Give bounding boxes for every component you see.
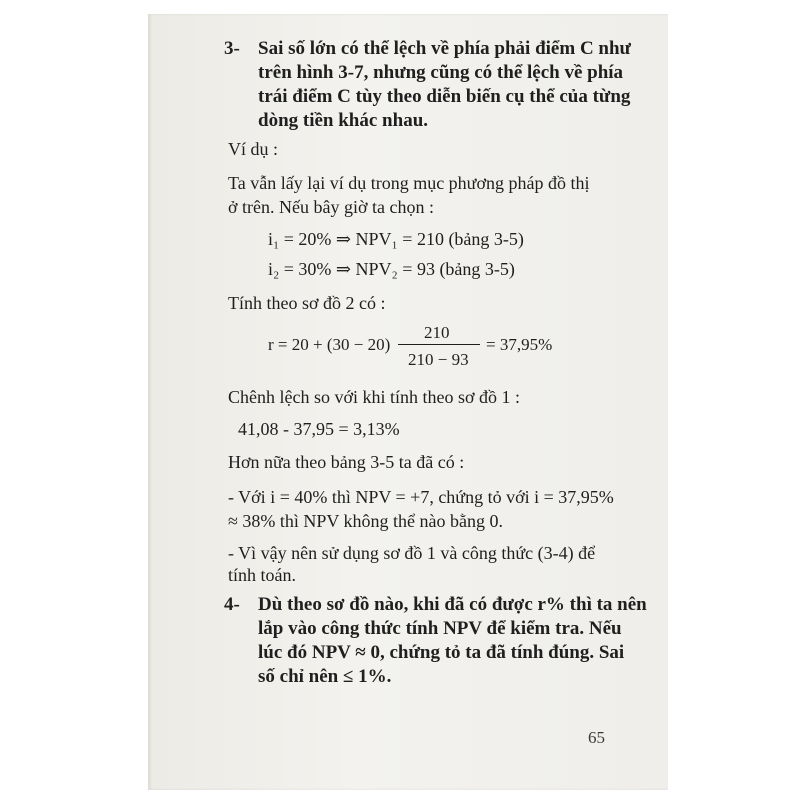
- formula-denominator: 210 − 93: [408, 350, 469, 369]
- calc-intro: Tính theo sơ đồ 2 có :: [228, 293, 386, 313]
- example-heading: Ví dụ :: [228, 139, 279, 159]
- item-4-line-4: số chỉ nên ≤ 1%.: [258, 666, 392, 687]
- equation-1: i₁ = 20% ⇒ NPV₁ = 210 (bảng 3-5): [268, 229, 524, 249]
- item-4-number: 4-: [224, 594, 240, 615]
- more-intro: Hơn nữa theo bảng 3-5 ta đã có :: [228, 452, 465, 472]
- bullet-1-line-2: ≈ 38% thì NPV không thể nào bằng 0.: [228, 511, 504, 531]
- example-intro-line-1: Ta vẫn lấy lại ví dụ trong mục phương pháp đồ thị: [228, 173, 590, 193]
- formula-left: r = 20 + (30 − 20): [268, 335, 391, 354]
- fraction-bar: [398, 344, 480, 345]
- equation-2: i₂ = 30% ⇒ NPV₂ = 93 (bảng 3-5): [268, 259, 515, 279]
- example-intro-line-2: ở trên. Nếu bây giờ ta chọn :: [228, 197, 434, 217]
- bullet-1-line-1: - Với i = 40% thì NPV = +7, chứng tỏ với i = 37,95%: [228, 487, 614, 507]
- formula-result: = 37,95%: [486, 335, 553, 354]
- diff-intro: Chênh lệch so với khi tính theo sơ đồ 1 :: [228, 387, 521, 407]
- item-4-line-3: lúc đó NPV ≈ 0, chứng tỏ ta đã tính đúng. Sai: [258, 642, 625, 663]
- item-3-number: 3-: [224, 38, 240, 59]
- bullet-2-line-1: - Vì vậy nên sử dụng sơ đồ 1 và công thức (3-4) để: [228, 543, 596, 563]
- item-3-line-1: Sai số lớn có thể lệch về phía phải điểm C như: [258, 38, 631, 59]
- item-3-line-2: trên hình 3-7, nhưng cũng có thể lệch về phía: [258, 62, 624, 83]
- item-3-line-3: trái điểm C tùy theo diễn biến cụ thể của từng: [258, 86, 631, 107]
- page-number: 65: [588, 728, 605, 747]
- item-4-line-2: lắp vào công thức tính NPV để kiểm tra. Nếu: [258, 618, 622, 639]
- item-3-line-4: dòng tiền khác nhau.: [258, 110, 429, 131]
- item-4-line-1: Dù theo sơ đồ nào, khi đã có được r% thì ta nên: [258, 594, 647, 615]
- formula-numerator: 210: [424, 323, 450, 342]
- bullet-2-line-2: tính toán.: [228, 565, 296, 585]
- diff-equation: 41,08 - 37,95 = 3,13%: [238, 419, 400, 439]
